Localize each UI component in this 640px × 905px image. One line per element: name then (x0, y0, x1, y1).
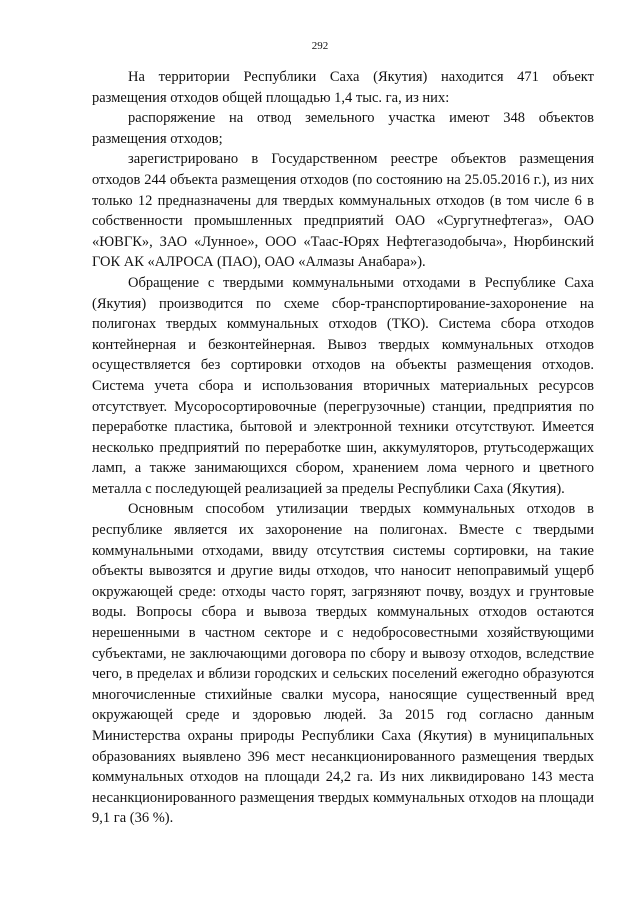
paragraph-land-allocation: распоряжение на отвод земельного участка имеют 348 объектов размещения отходов; (92, 110, 594, 147)
paragraph-waste-sites-total: На территории Республики Саха (Якутия) находится 471 объект размещения отходов общей площадью 1,4 тыс. га, из них: (92, 69, 594, 106)
document-body (92, 67, 594, 829)
paragraph-state-register: зарегистрировано в Государственном реестре объектов размещения отходов 244 объекта размещения отходов (по состоянию на 25.05.2016 г.), из них только 12 предназначены для твердых коммунальных отходов (в том числе 6 в собственности промышленных предприятий ОАО «Сургутнефтегаз», ОАО «ЮВГК», ЗАО «Лунное», ООО «Таас-Юрях Нефтегазодобыча», Нюрбинский ГОК АК «АЛРОСА (ПАО), ОАО «Алмазы Анабара»). (92, 151, 594, 271)
paragraph-waste-management-scheme: Обращение с твердыми коммунальными отходами в Республике Саха (Якутия) производится по схеме сбор-транспортирование-захоронение на полигонах твердых коммунальных отходов (ТКО). Система сбора отходов контейнерная и безконтейнерная. Вывоз твердых коммунальных отходов осуществляется без сортировки отходов на объекты размещения отходов. Система учета сбора и использования вторичных материальных ресурсов отсутствует. Мусоросортировочные (перегрузочные) станции, предприятия по переработке пластика, бытовой и электронной техники отсутствуют. Имеется несколько предприятий по переработке шин, аккумуляторов, ртутьсодержащих ламп, а также занимающихся сбором, хранением лома черного и цветного металла с последующей реализацией за пределы Республики Саха (Якутия). (92, 274, 594, 497)
page-number: 292 (311, 40, 329, 52)
paragraph-disposal-method: Основным способом утилизации твердых коммунальных отходов в республике является их захоронение на полигонах. Вместе с твердыми коммунальными отходами, ввиду отсутствия системы сортировки, на такие объекты вывозятся и другие виды отходов, что наносит непоправимый ущерб окружающей среде: отходы часто горят, загрязняют почву, воздух и грунтовые воды. Вопросы сбора и вывоза твердых коммунальных отходов остаются нерешенными в частном секторе и с недобросовестными хозяйствующими субъектами, не заключающими договора по сбору и вывозу отходов, вследствие чего, в пределах и вблизи городских и сельских поселений ежегодно образуются многочисленные стихийные свалки мусора, наносящие существенный вред окружающей среде и здоровью людей. За 2015 год согласно данным Министерства охраны природы Республики Саха (Якутия) в муниципальных образованиях выявлено 396 мест несанкционированного размещения твердых коммунальных отходов на площади 24,2 га. Из них ликвидировано 143 места несанкционированного размещения твердых коммунальных отходов на площади 9,1 га (36 %). (92, 501, 594, 827)
